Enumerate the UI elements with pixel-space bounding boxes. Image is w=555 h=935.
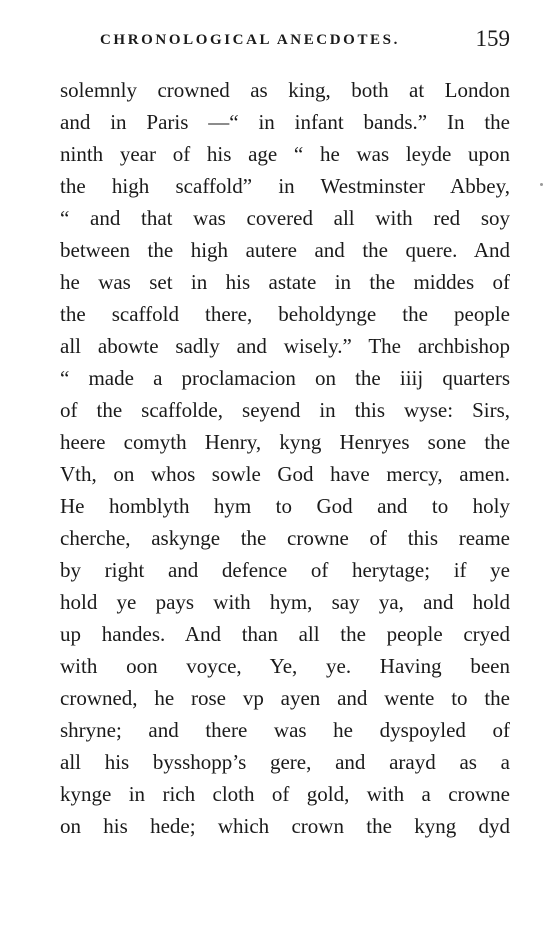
text-line: cherche, askynge the crowne of this reame [60, 526, 510, 550]
text-line: shryne; and there was he dyspoyled of [60, 718, 510, 742]
text-line: “ and that was covered all with red soy [60, 206, 510, 230]
text-line: solemnly crowned as king, both at London [60, 78, 510, 102]
text-line: crowned, he rose vp ayen and wente to the [60, 686, 510, 710]
text-line: of the scaffolde, seyend in this wyse: Sirs, [60, 398, 510, 422]
body-text [60, 74, 510, 842]
text-line: heere comyth Henry, kyng Henryes sone the [60, 430, 510, 454]
text-line: Vth, on whos sowle God have mercy, amen. [60, 462, 510, 486]
text-line: on his hede; which crown the kyng dyd [60, 814, 510, 838]
text-line: “ made a proclamacion on the iiij quarters [60, 366, 510, 390]
text-line: and in Paris —“ in infant bands.” In the [60, 110, 510, 134]
text-line: the scaffold there, beholdynge the people [60, 302, 510, 326]
text-line: up handes. And than all the people cryed [60, 622, 510, 646]
running-head [100, 26, 510, 56]
text-line: all his bysshopp’s gere, and arayd as a [60, 750, 510, 774]
text-line: between the high autere and the quere. And [60, 238, 510, 262]
text-line: hold ye pays with hym, say ya, and hold [60, 590, 510, 614]
text-line: ninth year of his age “ he was leyde upon [60, 142, 510, 166]
text-line: He homblyth hym to God and to holy [60, 494, 510, 518]
text-line: kynge in rich cloth of gold, with a crowne [60, 782, 510, 806]
page-number: 159 [475, 26, 510, 51]
text-line: by right and defence of herytage; if ye [60, 558, 510, 582]
text-line: he was set in his astate in the middes of [60, 270, 510, 294]
text-line: the high scaffold” in Westminster Abbey, [60, 174, 510, 198]
margin-speck [540, 183, 543, 186]
running-title: CHRONOLOGICAL ANECDOTES. [100, 32, 400, 48]
text-line: with oon voyce, Ye, ye. Having been [60, 654, 510, 678]
text-line: all abowte sadly and wisely.” The archbishop [60, 334, 510, 358]
